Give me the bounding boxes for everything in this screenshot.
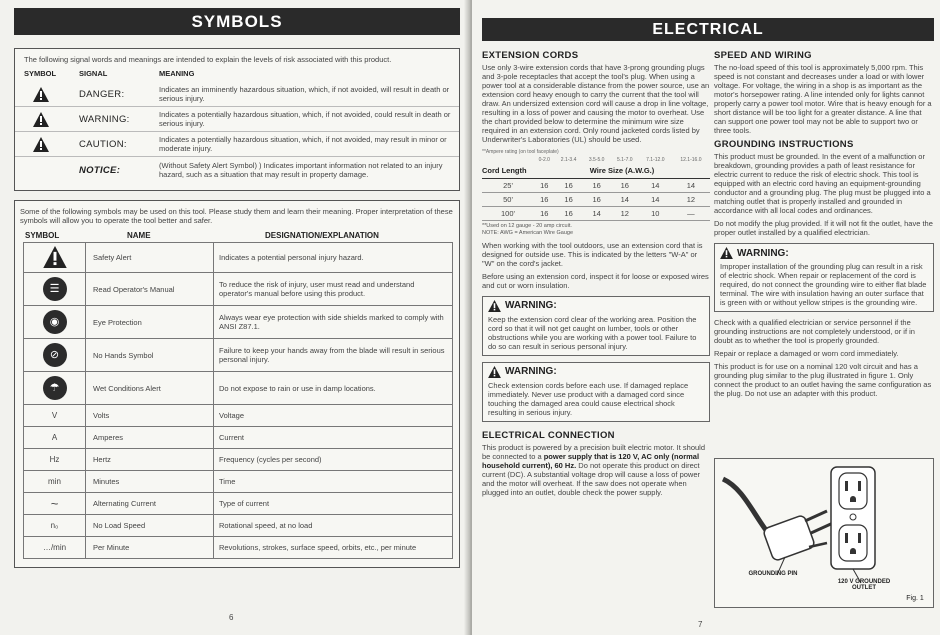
page-number: 7 — [698, 620, 703, 629]
warning-box-1 — [482, 296, 710, 356]
symbol-name: Alternating Current — [86, 493, 214, 515]
header-meaning: MEANING — [159, 69, 195, 78]
connection-text-part: Do not operate this product on direct current (DC). A substantial voltage drop will cause a loss of power and the motor will overheat. If the saw does not operate when plugged into an outlet, double check the power supply. — [482, 460, 701, 497]
signal-row-warning — [15, 108, 459, 132]
eye-protection-icon: ◉ — [43, 310, 67, 334]
amp-range: 12.1-16.0 — [680, 157, 702, 163]
connection-text-bold: power supply that is 120 V, AC only (normal household current), 60 Hz. — [482, 451, 700, 470]
table-row — [482, 156, 710, 164]
cord-length: 50' — [482, 192, 534, 206]
header-designation: DESIGNATION/EXPLANATION — [265, 231, 379, 240]
table-row — [24, 449, 453, 471]
table-row — [482, 178, 710, 192]
warning-text: Check extension cords before each use. If damaged replace immediately. Never use product with a damaged cord since touching the damaged area could cause electrical shock resulting in serious injury. — [488, 380, 689, 417]
symbol-desc: Revolutions, strokes, surface speed, orbits, etc., per minute — [214, 537, 453, 559]
read-manual-icon: ☰ — [43, 277, 67, 301]
wire-size: 16 — [534, 206, 555, 220]
symbol-char: …/min — [24, 537, 86, 559]
safety-alert-icon — [33, 112, 49, 127]
warning-title: WARNING: — [737, 247, 789, 259]
symbol-desc: Current — [214, 427, 453, 449]
symbol-desc: Voltage — [214, 405, 453, 427]
figure-1 — [714, 458, 934, 608]
warning-text: Keep the extension cord clear of the working area. Position the cord so that it will not get caught on lumber, tools or other obstructions while you are working with a power tool. Failure to do so can result in serious personal injury. — [488, 314, 697, 351]
symbol-name: No Hands Symbol — [86, 339, 214, 372]
amp-range: 5.1-7.0 — [616, 157, 633, 163]
table-row — [24, 427, 453, 449]
symbol-desc: Time — [214, 471, 453, 493]
grounding-text-2: Do not modify the plug provided. If it will not fit the outlet, have the proper outlet installed by a qualified electrician. — [714, 219, 933, 237]
wire-size-header: Wire Size (A.W.G.) — [534, 164, 710, 178]
cord-size-table — [482, 148, 710, 221]
safety-alert-icon — [33, 87, 49, 102]
cord-note-1: **Used on 12 gauge - 20 amp circuit. — [482, 222, 572, 229]
electrical-connection-text — [482, 443, 710, 497]
repair-text: Repair or replace a damaged or worn cord immediately. — [714, 349, 899, 358]
table-row — [24, 405, 453, 427]
cord-length-header: Cord Length — [482, 164, 534, 178]
right-page — [472, 0, 940, 635]
grounding-title: GROUNDING INSTRUCTIONS — [714, 139, 854, 150]
wire-size: 16 — [583, 178, 611, 192]
signal-meaning: Indicates a potentially hazardous situation, which, if not avoided, could result in death or serious injury. — [159, 110, 451, 128]
wire-size: 16 — [534, 178, 555, 192]
wire-size: 16 — [534, 192, 555, 206]
table-row — [482, 192, 710, 206]
symbol-name: Minutes — [86, 471, 214, 493]
extension-cords-text: Use only 3-wire extension cords that have 3-prong grounding plugs and 3-pole receptacles that accept the tool's plug. When using a power tool at a considerable distance from the power source, use an extension cord heavy enough to carry the current that the tool will draw. An undersized extension cord will cause a drop in line voltage, resulting in a loss of power and causing the motor to overheat. Use the chart provided below to determine the minimum wire size required in an extension cord. Only round jacketed cords listed by Underwriter's Laboratories (UL) should be used. — [482, 63, 710, 144]
connection-text-part: This product is powered by a precision built electric motor. It should be connected to a — [482, 442, 706, 461]
header-name: NAME — [127, 231, 151, 240]
amp-range: 3.5-5.0 — [588, 157, 605, 163]
wire-size: 16 — [555, 206, 583, 220]
cord-note-2: NOTE: AWG = American Wire Gauge — [482, 229, 574, 236]
symbol-desc: Always wear eye protection with side shields marked to comply with ANSI Z87.1. — [214, 306, 453, 339]
wire-size: 14 — [639, 178, 672, 192]
grounding-pin-label: GROUNDING PIN — [748, 571, 798, 577]
table-row — [24, 339, 453, 372]
signal-word: DANGER: — [79, 89, 125, 100]
signal-row-caution — [15, 133, 459, 157]
symbol-name: Hertz — [86, 449, 214, 471]
signal-meaning: Indicates an imminently hazardous situation, which, if not avoided, will result in death or serious injury. — [159, 85, 450, 103]
symbol-desc: Failure to keep your hands away from the blade will result in serious personal injury. — [214, 339, 453, 372]
page-number: 6 — [229, 613, 234, 622]
cord-length: 25' — [482, 178, 534, 192]
table-row — [482, 164, 710, 178]
wet-conditions-icon: ☂ — [43, 376, 67, 400]
wire-size: 16 — [555, 178, 583, 192]
symbol-name: Per Minute — [86, 537, 214, 559]
symbols-box — [14, 200, 460, 568]
safety-alert-icon — [720, 247, 733, 259]
wire-size: 14 — [611, 192, 639, 206]
table-row — [24, 306, 453, 339]
signal-intro: The following signal words and meanings are intended to explain the levels of risk associated with this product. — [24, 55, 392, 64]
symbol-char: n₀ — [24, 515, 86, 537]
symbol-desc: To reduce the risk of injury, user must read and understand operator's manual before using this product. — [214, 273, 453, 306]
symbol-desc: Rotational speed, at no load — [214, 515, 453, 537]
no-hands-icon: ⊘ — [43, 343, 67, 367]
signal-word: WARNING: — [79, 114, 130, 125]
wire-size: 14 — [639, 192, 672, 206]
symbols-table — [23, 242, 453, 559]
safety-alert-icon — [488, 366, 501, 378]
warning-box-3 — [714, 243, 934, 312]
symbol-name: No Load Speed — [86, 515, 214, 537]
table-row — [24, 471, 453, 493]
symbol-char: ~ — [24, 493, 86, 515]
signal-word: NOTICE: — [79, 165, 121, 176]
check-text: Check with a qualified electrician or service personnel if the grounding instructions are not completely understood, or if in doubt as to whether the tool is properly grounded. — [714, 318, 915, 345]
symbol-char: min — [24, 471, 86, 493]
signal-row-danger — [15, 83, 459, 107]
wire-size: 12 — [672, 192, 710, 206]
signal-words-box — [14, 48, 460, 191]
signal-row-notice — [15, 159, 459, 183]
amp-range: 0-2.0 — [538, 157, 550, 163]
symbol-desc: Do not expose to rain or use in damp locations. — [214, 372, 453, 405]
electrical-connection-title: ELECTRICAL CONNECTION — [482, 429, 615, 441]
wire-size: 14 — [583, 206, 611, 220]
table-row — [482, 206, 710, 220]
symbols-intro: Some of the following symbols may be used on this tool. Please study them and learn their meaning. Proper interpretation of these symbols will allow you to operate the tool better and safer. — [20, 207, 453, 225]
cord-length: 100' — [482, 206, 534, 220]
header-symbol: SYMBOL — [24, 69, 57, 78]
warning-title: WARNING: — [505, 300, 557, 311]
speed-wiring-title: SPEED AND WIRING — [714, 50, 812, 61]
amp-rating-label: **Ampere rating (on tool faceplate) — [482, 149, 559, 155]
warning-box-2 — [482, 362, 710, 422]
safety-alert-icon — [488, 300, 501, 312]
amp-range: 7.1-12.0 — [646, 157, 665, 163]
wire-size: — — [672, 206, 710, 220]
electrical-banner: ELECTRICAL — [482, 18, 934, 41]
wire-size: 12 — [611, 206, 639, 220]
wire-size: 14 — [672, 178, 710, 192]
symbol-desc: Type of current — [214, 493, 453, 515]
symbol-char: Hz — [24, 449, 86, 471]
wire-size: 10 — [639, 206, 672, 220]
warning-title: WARNING: — [505, 366, 557, 377]
signal-meaning: (Without Safety Alert Symbol) ) Indicates important information not related to an injury hazard, such as a situation that may result in property damage. — [159, 161, 443, 179]
header-symbol: SYMBOL — [25, 231, 60, 240]
symbol-name: Amperes — [86, 427, 214, 449]
table-row — [24, 493, 453, 515]
symbol-name: Eye Protection — [86, 306, 214, 339]
symbol-desc: Indicates a potential personal injury hazard. — [214, 243, 453, 273]
amp-range: 2.1-3.4 — [560, 157, 577, 163]
symbol-name: Safety Alert — [86, 243, 214, 273]
signal-meaning: Indicates a potentially hazardous situation, which, if not avoided, may result in minor or moderate injury. — [159, 135, 447, 153]
outdoor-text: When working with the tool outdoors, use an extension cord that is designed for outside use. This is indicated by the letters "W-A" or "W" on the cord's jacket. — [482, 240, 703, 268]
table-row — [24, 243, 453, 273]
grounding-text-1: This product must be grounded. In the event of a malfunction or breakdown, grounding provides a path of least resistance for electric current to reduce the risk of electric shock. This tool is equipped with an electric cord having an equipment-grounding conductor and a grounding plug. The plug must be plugged into a matching outlet that is properly installed and grounded in accordance with all local codes and ordinances. — [714, 152, 931, 215]
table-row — [482, 148, 710, 156]
symbol-name: Read Operator's Manual — [86, 273, 214, 306]
header-signal: SIGNAL — [79, 69, 108, 78]
table-row — [24, 515, 453, 537]
table-row — [24, 273, 453, 306]
signal-word: CAUTION: — [79, 139, 127, 150]
nominal-text: This product is for use on a nominal 120 volt circuit and has a grounding plug similar to the plug illustrated in figure 1. Only connect the product to an outlet having the same configuration as the plug. Do not use an adapter with this product. — [714, 362, 932, 398]
right-page-right-column — [714, 50, 934, 402]
figure-caption: Fig. 1 — [906, 595, 924, 602]
safety-alert-icon — [33, 137, 49, 152]
safety-alert-icon — [43, 246, 67, 268]
right-page-left-column — [482, 50, 710, 501]
symbol-char: V — [24, 405, 86, 427]
wire-size: 16 — [611, 178, 639, 192]
wire-size: 16 — [583, 192, 611, 206]
symbol-name: Volts — [86, 405, 214, 427]
extension-cords-title: EXTENSION CORDS — [482, 50, 579, 61]
symbols-banner: SYMBOLS — [14, 8, 460, 35]
warning-text: Improper installation of the grounding plug can result in a risk of electric shock. When repair or replacement of the cord is required, do not connect the grounding wire to either flat blade terminal. The wire with insulation having an outer surface that is green with or without yellow stripes is the grounding wire. — [720, 262, 927, 307]
symbol-desc: Frequency (cycles per second) — [214, 449, 453, 471]
grounded-outlet-label: 120 V GROUNDED OUTLET — [837, 579, 891, 591]
inspect-text: Before using an extension cord, inspect it for loose or exposed wires and cut or worn insulation. — [482, 271, 709, 290]
table-row — [24, 537, 453, 559]
symbol-name: Wet Conditions Alert — [86, 372, 214, 405]
symbol-char: A — [24, 427, 86, 449]
wire-size: 16 — [555, 192, 583, 206]
table-row — [24, 372, 453, 405]
speed-wiring-text: The no-load speed of this tool is approximately 5,000 rpm. This speed is not constant and decreases under a load or with lower voltage. For voltage, the wiring in a shop is as important as the motor's horsepower rating. A line intended only for lights cannot properly carry a power tool motor. Wire that is heavy enough for a short distance will be too light for a greater distance. A line that can support one power tool may not be able to support two or three tools. — [714, 63, 932, 135]
